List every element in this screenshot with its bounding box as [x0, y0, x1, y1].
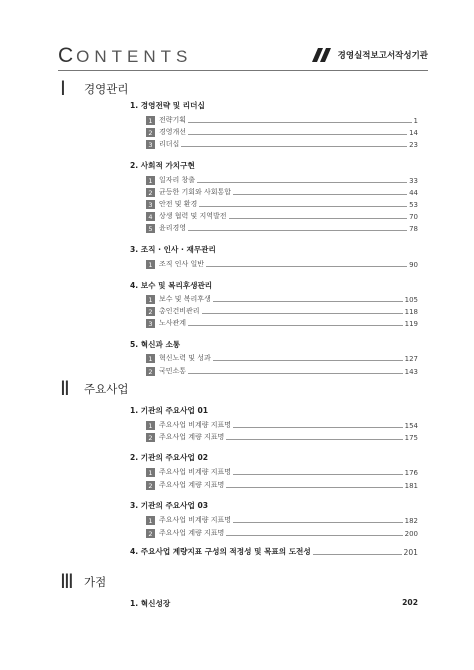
toc-entry[interactable] — [146, 138, 418, 149]
part-heading — [60, 569, 106, 594]
part-heading — [60, 376, 128, 401]
contents-title-rest: ONTENTS — [76, 47, 193, 66]
leader-line — [229, 218, 408, 219]
toc-section-entry[interactable] — [130, 546, 418, 557]
section-heading: 3. 기관의 주요사업 03 — [130, 501, 209, 510]
entry-page: 14 — [409, 129, 418, 137]
toc-entry[interactable] — [146, 352, 418, 363]
leader-line — [188, 122, 411, 123]
entry-page: 175 — [404, 434, 418, 442]
organization-name: 경영실적보고서작성기관 — [337, 51, 428, 61]
page-header — [58, 44, 428, 68]
entry-page: 176 — [404, 469, 418, 477]
entry-label: 전략기획 — [159, 116, 187, 124]
entry-label: 안전 및 환경 — [159, 200, 198, 208]
leader-line — [202, 313, 403, 314]
entry-label: 주요사업 계량 지표명 — [159, 481, 225, 489]
part-title: 경영관리 — [84, 81, 129, 96]
entry-page: 1 — [413, 117, 418, 125]
toc-entry[interactable] — [146, 174, 418, 185]
part-numeral: Ⅲ — [60, 571, 74, 593]
section-entry-label: 4. 주요사업 계량지표 구성의 적정성 및 목표의 도전성 — [130, 547, 311, 556]
entry-label: 균등한 기회와 사회통합 — [159, 188, 232, 196]
toc-entry[interactable] — [146, 317, 418, 328]
entry-page: 154 — [404, 422, 418, 430]
entry-label: 주요사업 계량 지표명 — [159, 433, 225, 441]
entry-number-badge: 1 — [146, 116, 155, 125]
entry-page: 78 — [409, 225, 418, 233]
entry-label: 총인건비관리 — [159, 307, 200, 315]
entry-number-badge: 5 — [146, 224, 155, 233]
toc-entry[interactable] — [146, 527, 418, 538]
leader-line — [188, 373, 403, 374]
entry-page: 23 — [409, 141, 418, 149]
entry-label: 주요사업 비계량 지표명 — [159, 468, 232, 476]
leader-line — [213, 301, 403, 302]
leader-line — [226, 487, 402, 488]
entry-page: 119 — [404, 320, 418, 328]
section-heading: 2. 사회적 가치구현 — [130, 161, 195, 170]
entry-number-badge: 1 — [146, 295, 155, 304]
entry-page: 70 — [409, 213, 418, 221]
toc-entry[interactable] — [146, 431, 418, 442]
entry-number-badge: 2 — [146, 433, 155, 442]
part-heading — [60, 76, 128, 101]
section-entry-label: 1. 혁신성장 — [130, 599, 171, 608]
section-heading: 5. 혁신과 소통 — [130, 340, 181, 349]
entry-page: 200 — [404, 530, 418, 538]
organization — [312, 48, 428, 62]
entry-number-badge: 1 — [146, 468, 155, 477]
entry-number-badge: 2 — [146, 307, 155, 316]
entry-label: 경영개선 — [159, 128, 187, 136]
leader-line — [233, 194, 407, 195]
entry-number-badge: 3 — [146, 319, 155, 328]
entry-label: 보수 및 복리후생 — [159, 295, 211, 303]
section-heading: 2. 기관의 주요사업 02 — [130, 453, 209, 462]
toc-entry[interactable] — [146, 186, 418, 197]
toc-entry[interactable] — [146, 305, 418, 316]
part-numeral: Ⅰ — [60, 78, 66, 100]
section-heading: 1. 기관의 주요사업 01 — [130, 406, 209, 415]
leader-line — [313, 554, 402, 555]
leader-line — [226, 439, 402, 440]
header-divider — [58, 70, 428, 71]
leader-line — [226, 535, 402, 536]
leader-line — [213, 360, 403, 361]
entry-label: 주요사업 비계량 지표명 — [159, 516, 232, 524]
part-title: 가점 — [84, 574, 107, 589]
entry-page: 202 — [402, 598, 418, 607]
entry-label: 국민소통 — [159, 367, 187, 375]
entry-number-badge: 2 — [146, 529, 155, 538]
toc-entry[interactable] — [146, 222, 418, 233]
entry-label: 윤리경영 — [159, 224, 187, 232]
toc-entry[interactable] — [146, 466, 418, 477]
entry-number-badge: 2 — [146, 188, 155, 197]
entry-page: 105 — [404, 296, 418, 304]
entry-page: 44 — [409, 189, 418, 197]
entry-label: 조직 인사 일반 — [159, 260, 205, 268]
entry-number-badge: 1 — [146, 421, 155, 430]
entry-number-badge: 1 — [146, 516, 155, 525]
entry-number-badge: 2 — [146, 367, 155, 376]
leader-line — [181, 146, 407, 147]
entry-label: 혁신노력 및 성과 — [159, 354, 211, 362]
entry-number-badge: 2 — [146, 481, 155, 490]
toc-section-entry[interactable] — [130, 598, 418, 609]
entry-number-badge: 1 — [146, 260, 155, 269]
entry-number-badge: 4 — [146, 212, 155, 221]
entry-page: 182 — [404, 517, 418, 525]
entry-label: 상생 협력 및 지역발전 — [159, 212, 227, 220]
entry-number-badge: 3 — [146, 140, 155, 149]
toc-entry[interactable] — [146, 198, 418, 209]
leader-line — [233, 427, 403, 428]
entry-label: 리더십 — [159, 140, 180, 148]
entry-page: 127 — [404, 355, 418, 363]
toc-entry[interactable] — [146, 293, 418, 304]
toc-entry[interactable] — [146, 114, 418, 125]
entry-label: 일자리 창출 — [159, 176, 196, 184]
entry-page: 118 — [404, 308, 418, 316]
toc-entry[interactable] — [146, 479, 418, 490]
entry-number-badge: 2 — [146, 128, 155, 137]
toc-entry[interactable] — [146, 514, 418, 525]
section-heading: 4. 보수 및 복리후생관리 — [130, 281, 213, 290]
entry-number-badge: 1 — [146, 354, 155, 363]
leader-line — [233, 522, 403, 523]
contents-title-initial: C — [58, 44, 77, 67]
entry-number-badge: 1 — [146, 176, 155, 185]
toc-entry[interactable] — [146, 126, 418, 137]
entry-page: 90 — [409, 261, 418, 269]
entry-page: 33 — [409, 177, 418, 185]
double-slash-logo-icon — [312, 48, 332, 62]
toc-entry[interactable] — [146, 258, 418, 269]
contents-title — [58, 44, 192, 68]
leader-line — [233, 474, 403, 475]
toc-entry[interactable] — [146, 365, 418, 376]
entry-page: 181 — [404, 482, 418, 490]
entry-label: 주요사업 비계량 지표명 — [159, 421, 232, 429]
entry-page: 53 — [409, 201, 418, 209]
entry-label: 주요사업 계량 지표명 — [159, 529, 225, 537]
part-title: 주요사업 — [84, 381, 129, 396]
leader-line — [188, 134, 407, 135]
entry-page: 201 — [403, 548, 418, 557]
section-heading: 3. 조직 · 인사 · 재무관리 — [130, 245, 216, 254]
leader-line — [197, 182, 407, 183]
section-heading: 1. 경영전략 및 리더십 — [130, 101, 205, 110]
leader-line — [188, 230, 407, 231]
leader-line — [199, 206, 407, 207]
part-numeral: Ⅱ — [60, 378, 70, 400]
entry-number-badge: 3 — [146, 200, 155, 209]
toc-entry[interactable] — [146, 210, 418, 221]
leader-line — [188, 325, 403, 326]
toc-entry[interactable] — [146, 419, 418, 430]
entry-label: 노사관계 — [159, 319, 187, 327]
entry-page: 143 — [404, 368, 418, 376]
leader-line — [206, 266, 407, 267]
